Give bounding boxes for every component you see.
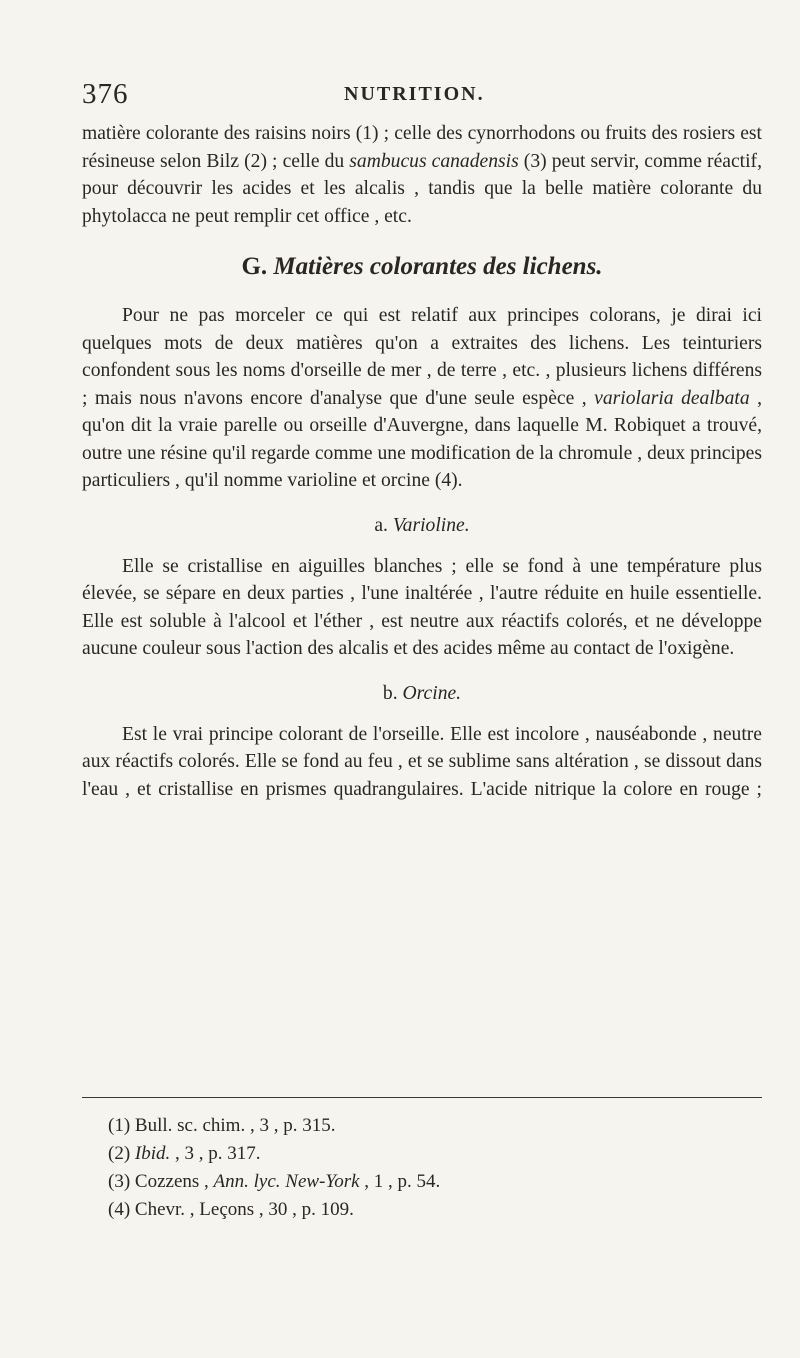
body-text — [82, 120, 762, 803]
footnote-3-italic: Ann. lyc. New-York — [213, 1171, 360, 1192]
paragraph-2-text-b: , qu'on dit la vraie parelle ou orseille d'Auvergne, dans laquelle M. Robiquet a trouvé, outre une résine qu'il regarde comme une modification de la chromule , deux principes particuliers , qu'il nomme varioline et orcine (4). — [82, 387, 762, 491]
section-heading — [82, 252, 762, 282]
paragraph-4: Est le vrai principe colorant de l'orseille. Elle est incolore , nauséabonde , neutre aux réactifs colorés. Elle se fond au feu , et se sublime sans altération , se dissout dans l'eau , et cristallise en prismes quadrangulaires. L'acide nitrique la colore en rouge ; — [82, 723, 762, 800]
subheading-varioline — [82, 513, 762, 539]
section-letter: G. — [241, 253, 268, 280]
footnote-3-text-b: , 1 , p. 54. — [359, 1171, 441, 1192]
paragraph-1-italic: sambucus canadensis — [349, 150, 519, 172]
footnotes — [108, 1112, 748, 1224]
page-number: 376 — [82, 78, 129, 110]
page-header — [82, 78, 740, 114]
section-title: Matières colorantes des lichens. — [273, 253, 603, 280]
footnote-2-text-a: (2) — [108, 1143, 135, 1164]
subheading-a-letter: a. — [374, 514, 388, 536]
paragraph-1-text-a: matière colorante des raisins noirs (1) ; celle des cynorrhodons ou fruits des rosiers est résineuse selon Bilz (2) ; celle du — [82, 123, 762, 172]
footnote-2-italic: Ibid. — [134, 1143, 171, 1164]
paragraph-1-text-b: (3) peut servir, comme réactif, pour découvrir les acides et les alcalis , tandis que la belle matière colorante du phytolacca ne peut remplir cet office , etc. — [82, 150, 762, 227]
footnote-1: (1) Bull. sc. chim. , 3 , p. 315. — [108, 1115, 336, 1136]
footnote-4: (4) Chevr. , Leçons , 30 , p. 109. — [108, 1199, 354, 1220]
running-head: NUTRITION. — [344, 83, 485, 105]
subheading-b-letter: b. — [382, 682, 398, 704]
paragraph-1 — [82, 120, 762, 230]
subheading-b-title: Orcine. — [402, 682, 462, 704]
paragraph-2-text-a: Pour ne pas morceler ce qui est relatif aux principes colorans, je dirai ici quelques mots de deux matières qu'on a extraites des lichens. Les teinturiers confondent sous les noms d'orseille de mer , de terre , etc. , plusieurs lichens différens ; mais nous n'avons encore d'analyse que d'une seule espèce , — [82, 305, 762, 409]
subheading-orcine — [82, 681, 762, 707]
paragraph-2 — [82, 302, 762, 495]
subheading-a-title: Varioline. — [392, 514, 470, 536]
paragraph-2-italic: variolaria dealbata — [594, 387, 750, 409]
paragraph-3: Elle se cristallise en aiguilles blanches ; elle se fond à une température plus élevée, se sépare en deux parties , l'une inaltérée , l'autre réduite en huile essentielle. Elle est soluble à l'alcool et l'éther , est neutre aux réactifs colorés, et ne développe aucune couleur sous l'action des alcalis et des acides même au contact de l'oxigène. — [82, 555, 762, 659]
footnote-divider — [82, 1097, 762, 1098]
footnote-2-text-b: , 3 , p. 317. — [170, 1143, 261, 1164]
footnote-3-text-a: (3) Cozzens , — [108, 1171, 214, 1192]
footnote-2 — [108, 1140, 748, 1168]
footnote-3 — [108, 1168, 748, 1196]
